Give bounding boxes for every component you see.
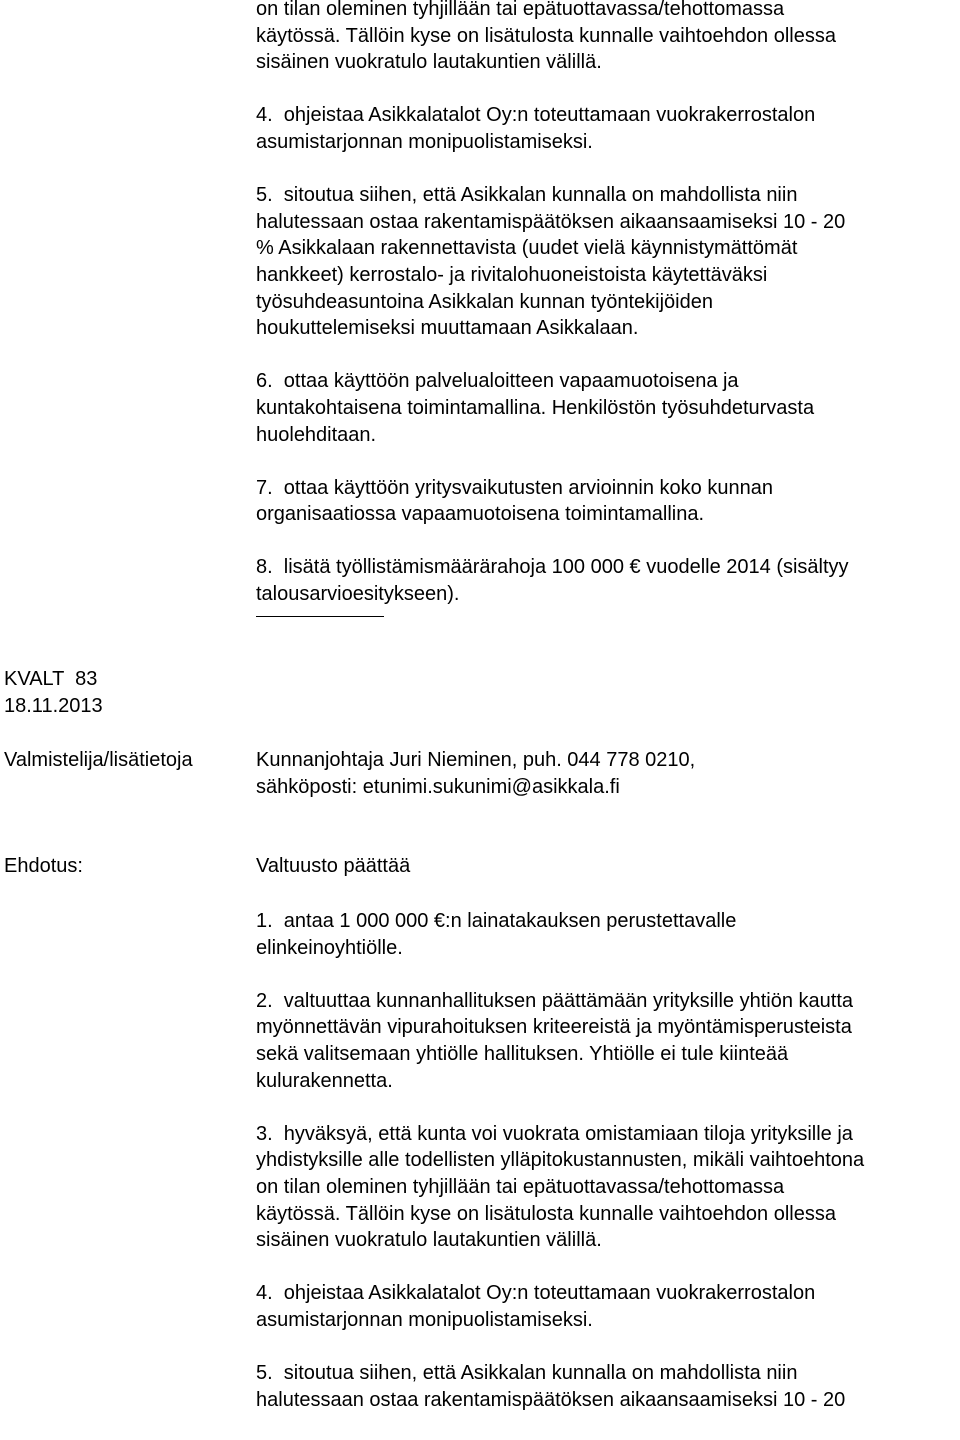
list-item: 4. ohjeistaa Asikkalatalot Oy:n toteuttamaan vuokrakerrostalon asumistarjonnan monipuolistamiseksi. — [256, 104, 816, 153]
preparer-section — [4, 747, 960, 800]
list-item: 7. ottaa käyttöön yritysvaikutusten arvioinnin koko kunnan organisaatiossa vapaamuotoisena toimintamallina. — [256, 476, 773, 526]
list-item: 2. valtuuttaa kunnanhallituksen päättämään yrityksille yhtiön kautta myönnettävän vipurahoituksen kriteereistä ja myöntämisperusteista sekä valitsemaan yhtiölle hallituksen. Yhtiölle ei tule kiinteää kulurakennetta. — [256, 989, 854, 1092]
document-page — [0, 0, 960, 617]
list-item: 3. hyväksyä, että kunta voi vuokrata omistamiaan tiloja yrityksille ja yhdistyksille alle todellisten ylläpitokustannusten, mikäli vaihtoehtona on tilan oleminen tyhjillään tai epätuottavassa/tehottomassa käytössä. Tällöin kyse on lisätulosta kunnalle vaihtoehdon ollessa sisäinen vuokratulo lautakuntien välillä. — [256, 1122, 865, 1252]
list-item: 5. sitoutua siihen, että Asikkalan kunnalla on mahdollista niin halutessaan ostaa rakentamispäätöksen aikaansaamiseksi 10 - 20 % Asikkalaan rakennettavista (uudet vielä käynnistymättömät hankkeet) kerrostalo- ja rivitalohuoneistoista käytettäväksi työsuhdeasuntoina Asikkalan kunnan työntekijöiden houkuttelemiseksi muuttamaan Asikkalaan. — [256, 184, 846, 340]
list-item: 1. antaa 1 000 000 €:n lainatakauksen perustettavalle elinkeinoyhtiölle. — [256, 910, 737, 959]
meeting-reference: KVALT 83 — [4, 668, 98, 690]
list-item: 5. sitoutua siihen, että Asikkalan kunnalla on mahdollista niin halutessaan ostaa rakentamispäätöksen aikaansaamiseksi 10 - 20 — [256, 1362, 846, 1411]
section-end-rule — [256, 616, 384, 617]
meeting-date: 18.11.2013 — [4, 694, 103, 717]
continued-decision-list — [256, 0, 960, 608]
list-item: on tilan oleminen tyhjillään tai epätuottavassa/tehottomassa käytössä. Tällöin kyse on lisätulosta kunnalle vaihtoehdon ollessa sisäinen vuokratulo lautakuntien välillä. — [256, 0, 836, 74]
meeting-section — [4, 666, 960, 719]
proposal-heading: Valtuusto päättää — [256, 855, 411, 877]
list-item: 8. lisätä työllistämismäärärahoja 100 000 € vuodelle 2014 (sisältyy talousarvioesitykseen). — [256, 556, 849, 606]
list-item: 4. ohjeistaa Asikkalatalot Oy:n toteuttamaan vuokrakerrostalon asumistarjonnan monipuolistamiseksi. — [256, 1282, 816, 1331]
list-item: 6. ottaa käyttöön palvelualoitteen vapaamuotoisena ja kuntakohtaisena toimintamallina. Henkilöstön työsuhdeturvasta huolehditaan. — [256, 370, 815, 446]
preparer-contact: Kunnanjohtaja Juri Nieminen, puh. 044 778 0210, sähköposti: etunimi.sukunimi@asikkala.fi — [256, 749, 696, 798]
proposal-section — [4, 853, 960, 880]
proposal-decision-list — [256, 908, 960, 1440]
preparer-label: Valmistelija/lisätietoja — [4, 749, 193, 771]
proposal-label: Ehdotus: — [4, 855, 83, 877]
